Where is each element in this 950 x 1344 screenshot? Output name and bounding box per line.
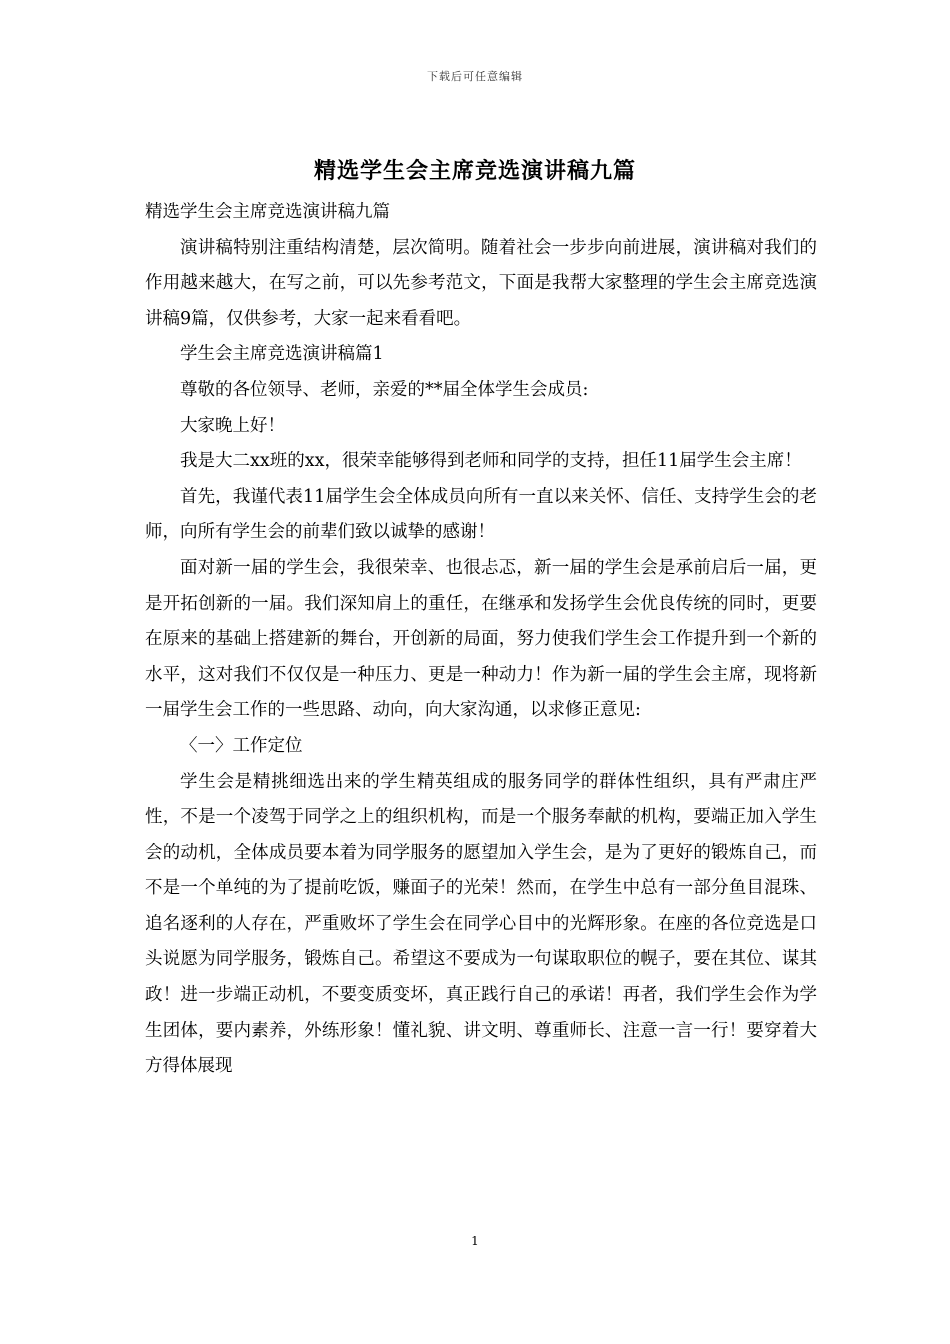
paragraph-subheading-work-positioning: 〈一〉工作定位 [180, 735, 303, 756]
paragraph-thanks: 首先，我谨代表11届学生会全体成员向所有一直以来关怀、信任、支持学生会的老师，向所有学生会的前辈们致以诚挚的感谢！ [145, 486, 817, 543]
document-title: 精选学生会主席竞选演讲稿九篇 [313, 158, 636, 184]
paragraph-subtitle: 精选学生会主席竞选演讲稿九篇 [145, 202, 390, 222]
paragraph-greeting: 大家晚上好！ [180, 415, 285, 436]
paragraph-work-positioning: 学生会是精挑细选出来的学生精英组成的服务同学的群体性组织，具有严肃庄严性，不是一个凌驾于同学之上的组织机构，而是一个服务奉献的机构，要端正加入学生会的动机，全体成员要本着为同学服务的愿望加入学生会，是为了更好的锻炼自己，而不是一个单纯的为了提前吃饭，赚面子的光荣！然而，在学生中总有一部分鱼目混珠、追名逐利的人存在，严重败坏了学生会在同学心目中的光辉形象。在座的各位竞选是口头说愿为同学服务，锻炼自己。希望这不要成为一句谋取职位的幌子，要在其位、谋其政！进一步端正动机，不要变质变坏，真正践行自己的承诺！再者，我们学生会作为学生团体，要内素养，外练形象！懂礼貌、讲文明、尊重师长、注意一言一行！要穿着大方得体展现 [145, 771, 817, 1077]
page-number: 1 [471, 1234, 479, 1248]
paragraph-self-introduction: 我是大二xx班的xx，很荣幸能够得到老师和同学的支持，担任11届学生会主席！ [180, 451, 802, 472]
paragraph-section-heading: 学生会主席竞选演讲稿篇1 [180, 344, 384, 365]
document-body [145, 195, 817, 1085]
paragraph-salutation: 尊敬的各位领导、老师，亲爱的**届全体学生会成员: [180, 379, 589, 400]
paragraph-new-term: 面对新一届的学生会，我很荣幸、也很忐忑，新一届的学生会是承前启后一届，更是开拓创新的一届。我们深知肩上的重任，在继承和发扬学生会优良传统的同时，更要在原来的基础上搭建新的舞台，开创新的局面，努力使我们学生会工作提升到一个新的水平，这对我们不仅仅是一种压力、更是一种动力！作为新一届的学生会主席，现将新一届学生会工作的一些思路、动向，向大家沟通，以求修正意见: [145, 557, 817, 721]
paragraph-intro: 演讲稿特别注重结构清楚，层次简明。随着社会一步步向前进展，演讲稿对我们的作用越来越大，在写之前，可以先参考范文，下面是我帮大家整理的学生会主席竞选演讲稿9篇，仅供参考，大家一起来看看吧。 [145, 237, 817, 329]
header-note: 下载后可任意编辑 [427, 70, 523, 83]
